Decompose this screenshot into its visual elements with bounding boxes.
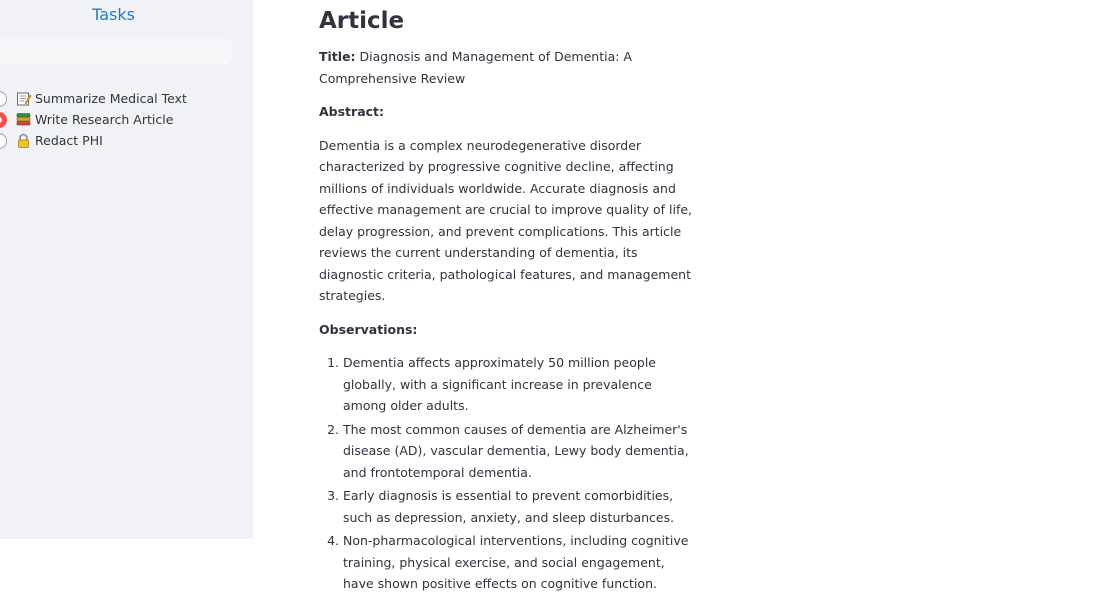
radio-label: Redact PHI <box>35 133 103 148</box>
books-icon <box>16 112 31 127</box>
radio-button-selected[interactable] <box>0 112 7 128</box>
radio-option-redact-phi[interactable] <box>0 130 187 151</box>
list-item: 3. Early diagnosis is essential to prevent comorbidities, such as depression, anxiety, and sleep disturbances. <box>343 485 699 528</box>
radio-label: Summarize Medical Text <box>35 91 187 106</box>
radio-label: Write Research Article <box>35 112 174 127</box>
observations-label: Observations: <box>319 321 418 337</box>
memo-icon <box>16 91 31 106</box>
list-item: 1. Dementia affects approximately 50 million people globally, with a significant increase in prevalence among older adults. <box>343 352 699 417</box>
article-title <box>319 46 699 89</box>
sidebar-search-input[interactable] <box>0 39 232 64</box>
radio-button[interactable] <box>0 133 7 149</box>
title-label: Title: <box>319 49 356 64</box>
sidebar-title: Tasks <box>92 5 135 24</box>
abstract-label: Abstract: <box>319 104 385 119</box>
radio-option-summarize[interactable] <box>0 88 187 109</box>
task-radio-group <box>0 88 187 151</box>
main-content <box>319 0 699 591</box>
radio-option-write-article[interactable] <box>0 109 187 130</box>
lock-icon <box>16 133 31 148</box>
radio-button[interactable] <box>0 91 7 107</box>
abstract-text: Dementia is a complex neurodegenerative disorder characterized by progressive cognitive decline, affecting millions of individuals worldwide. Accurate diagnosis and effective management are crucial to improve quality of life, delay progression, and prevent complications. This article reviews the current understanding of dementia, its diagnostic criteria, pathological features, and management strategies. <box>319 137 693 303</box>
list-item: 2. The most common causes of dementia are Alzheimer's disease (AD), vascular dementia, Lewy body dementia, and frontotemporal dementia. <box>343 419 699 484</box>
sidebar <box>0 0 253 539</box>
page-title: Article <box>319 8 405 34</box>
list-item: 4. Non-pharmacological interventions, including cognitive training, physical exercise, and social engagement, have shown positive effects on cognitive function. <box>343 530 699 595</box>
title-text: Diagnosis and Management of Dementia: A Comprehensive Review <box>319 49 632 86</box>
observations-list <box>319 352 699 595</box>
